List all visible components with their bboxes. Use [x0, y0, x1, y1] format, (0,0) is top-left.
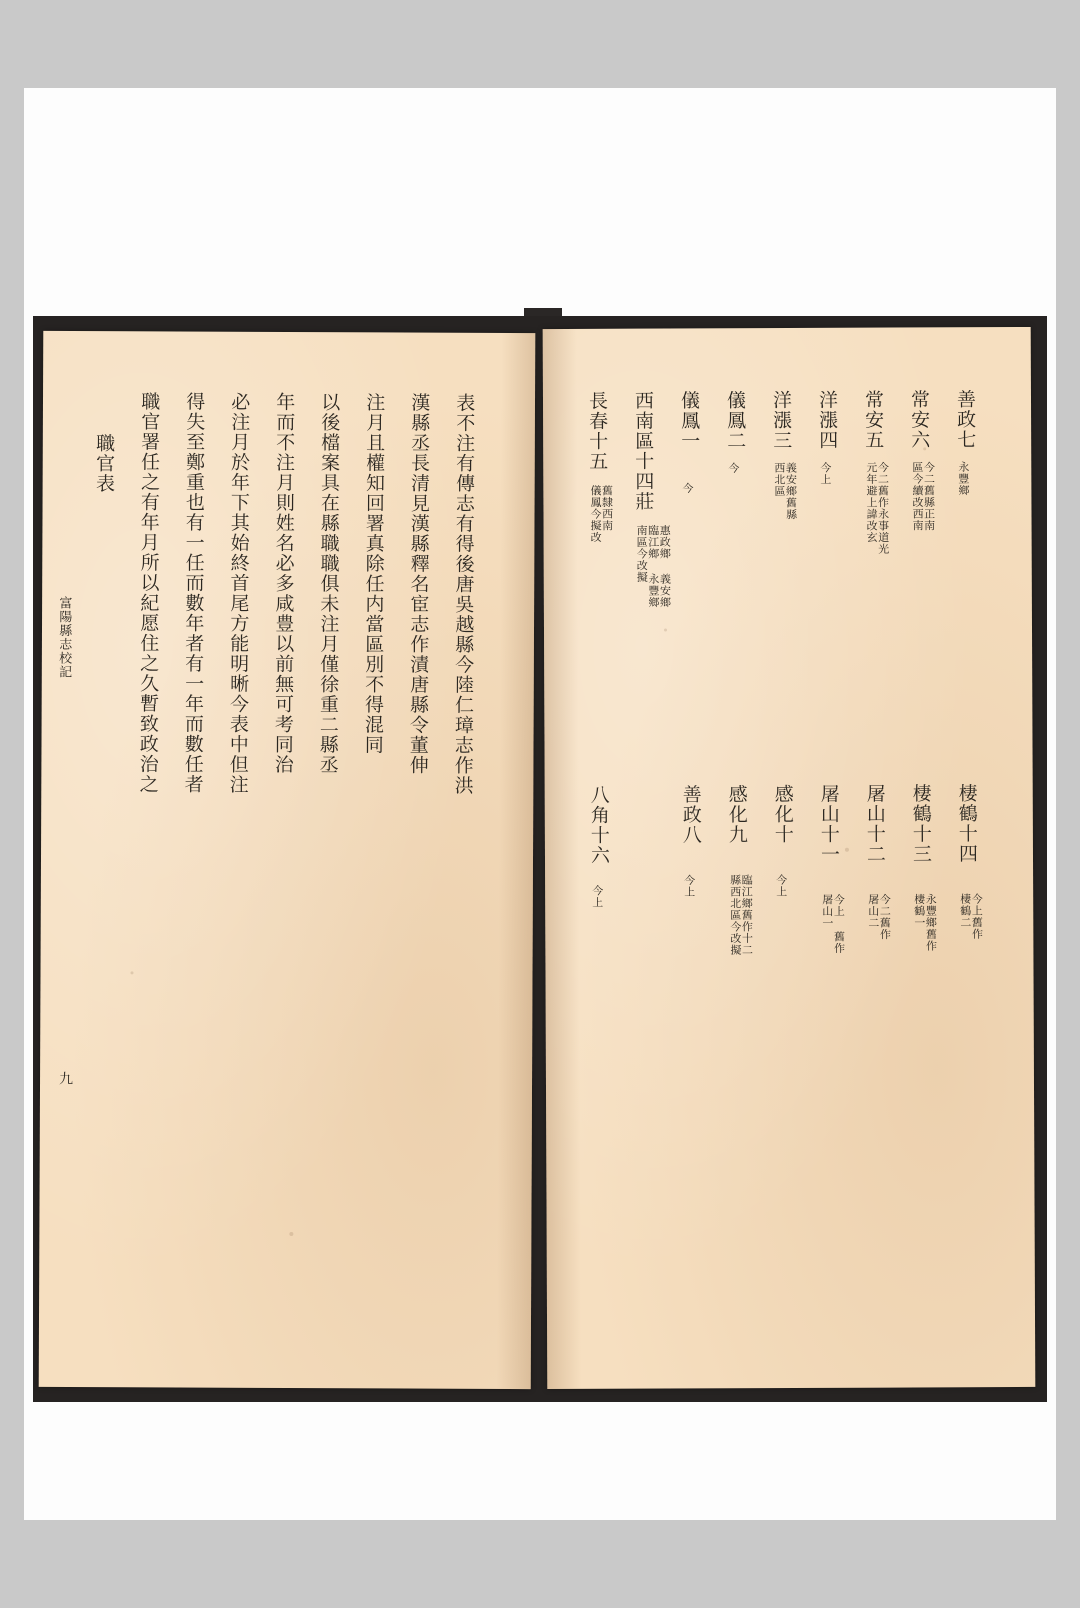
entry-note-lower: 今上	[682, 874, 696, 898]
entry-note: 今	[680, 482, 694, 495]
entry-heading-lower: 感化九	[725, 784, 748, 845]
book-page-left	[39, 331, 536, 1389]
photo-mat-left	[0, 88, 24, 1520]
entry-note-lower: 今上	[590, 884, 604, 909]
entry-column-8	[905, 373, 955, 1333]
body-column-7	[401, 383, 450, 1313]
body-column-6	[356, 382, 405, 1312]
entry-heading-lower: 八角十六	[587, 784, 611, 866]
body-text-line: 職官署任之有年月所以紀愿住之久暫致政治之	[136, 391, 161, 795]
book-page-right	[543, 327, 1036, 1389]
entry-note: 今二舊作永事道光 元年避上諱改玄	[864, 461, 890, 555]
entry-column-5	[767, 374, 817, 1334]
entry-heading: 西南區十四莊	[631, 390, 655, 512]
entry-note: 今二舊縣正南 區今續改西南	[910, 461, 936, 532]
entry-column-6	[813, 374, 863, 1334]
body-column-1	[131, 381, 180, 1311]
entry-heading-lower: 感化十	[771, 783, 794, 845]
entry-column-2	[629, 374, 679, 1334]
entry-heading-lower: 屠山十一	[817, 783, 841, 865]
body-text-line: 得失至鄭重也有一任而數年者有一年而數任者	[181, 391, 206, 795]
body-column-4	[266, 382, 315, 1312]
entry-note: 惠政鄉 義安鄉 臨江鄉 永豐鄉 南區今改擬	[635, 524, 672, 609]
entry-note: 今	[726, 462, 740, 474]
entry-column-1	[583, 375, 633, 1335]
photo-mat-top	[0, 0, 1080, 88]
entry-heading: 洋漲三	[769, 389, 793, 451]
body-text-line: 注月且權知回署真除任内當區別不得混同	[361, 392, 386, 755]
body-text-line: 以後檔案具在縣職職俱未注月僅徐重二縣丞	[316, 392, 341, 775]
body-column-3	[221, 382, 270, 1312]
entry-note-lower: 永豐鄉舊作 棲鶴一	[912, 893, 938, 952]
photo-mat-right	[1056, 88, 1080, 1520]
entry-note-lower: 今上	[774, 874, 788, 898]
body-column-8	[446, 383, 495, 1313]
entry-heading: 儀鳳二	[723, 390, 747, 451]
entry-column-4	[721, 374, 771, 1334]
entry-heading: 洋漲四	[815, 389, 839, 451]
body-text-line: 漢縣丞長清見漢縣釋名宦志作漬唐縣令董伸	[406, 392, 431, 776]
entry-heading: 善政七	[953, 389, 977, 450]
entry-heading-lower: 棲鶴十三	[909, 783, 933, 865]
entry-note: 義安鄉舊縣 西北區	[772, 461, 798, 521]
entry-heading-lower: 善政八	[679, 784, 702, 845]
body-text-line: 年而不注月則姓名必多咸豊以前無可考同治	[271, 391, 296, 775]
page-gutter-shadow-left	[497, 333, 536, 1389]
entry-heading: 常安六	[907, 389, 931, 450]
entry-note-lower: 今上 舊作 屠山一	[820, 893, 846, 955]
entry-note-lower: 臨江鄉舊作十二 縣西北區今改擬	[728, 874, 754, 956]
section-title-column	[86, 381, 135, 1311]
right-page-columns	[583, 373, 1001, 1335]
body-text-line: 表不注有傳志有得後唐吳越縣今陸仁璋志作洪	[451, 392, 476, 796]
left-page-columns	[86, 381, 495, 1313]
entry-column-9	[951, 373, 1001, 1333]
section-title: 職官表	[92, 433, 116, 494]
body-text-line: 必注月於年下其始終首尾方能明晰今表中但注	[226, 391, 251, 795]
entry-note-lower: 今上舊作 棲鶴二	[958, 893, 984, 940]
entry-heading: 長春十五	[585, 390, 609, 472]
scan-photo-area	[24, 88, 1056, 1520]
entry-note-lower: 今二舊作 屠山二	[866, 893, 892, 941]
entry-heading: 常安五	[861, 389, 885, 451]
entry-heading: 儀鳳一	[677, 390, 701, 451]
entry-note: 今上	[818, 461, 832, 486]
body-column-2	[176, 382, 225, 1312]
entry-heading-lower: 棲鶴十四	[955, 783, 979, 864]
photo-mat-bottom	[0, 1520, 1080, 1608]
entry-heading-lower: 屠山十二	[863, 783, 887, 865]
body-column-5	[311, 382, 360, 1312]
entry-column-3	[675, 374, 725, 1334]
entry-note: 舊隸西南 儀鳳今擬改	[588, 484, 614, 544]
page-number: 九	[57, 1070, 74, 1086]
page-gutter-shadow-right	[543, 329, 582, 1389]
entry-column-7	[859, 373, 909, 1333]
entry-note: 永豐鄉	[956, 461, 970, 497]
page-edge-label: 富陽縣志校記	[56, 595, 72, 679]
